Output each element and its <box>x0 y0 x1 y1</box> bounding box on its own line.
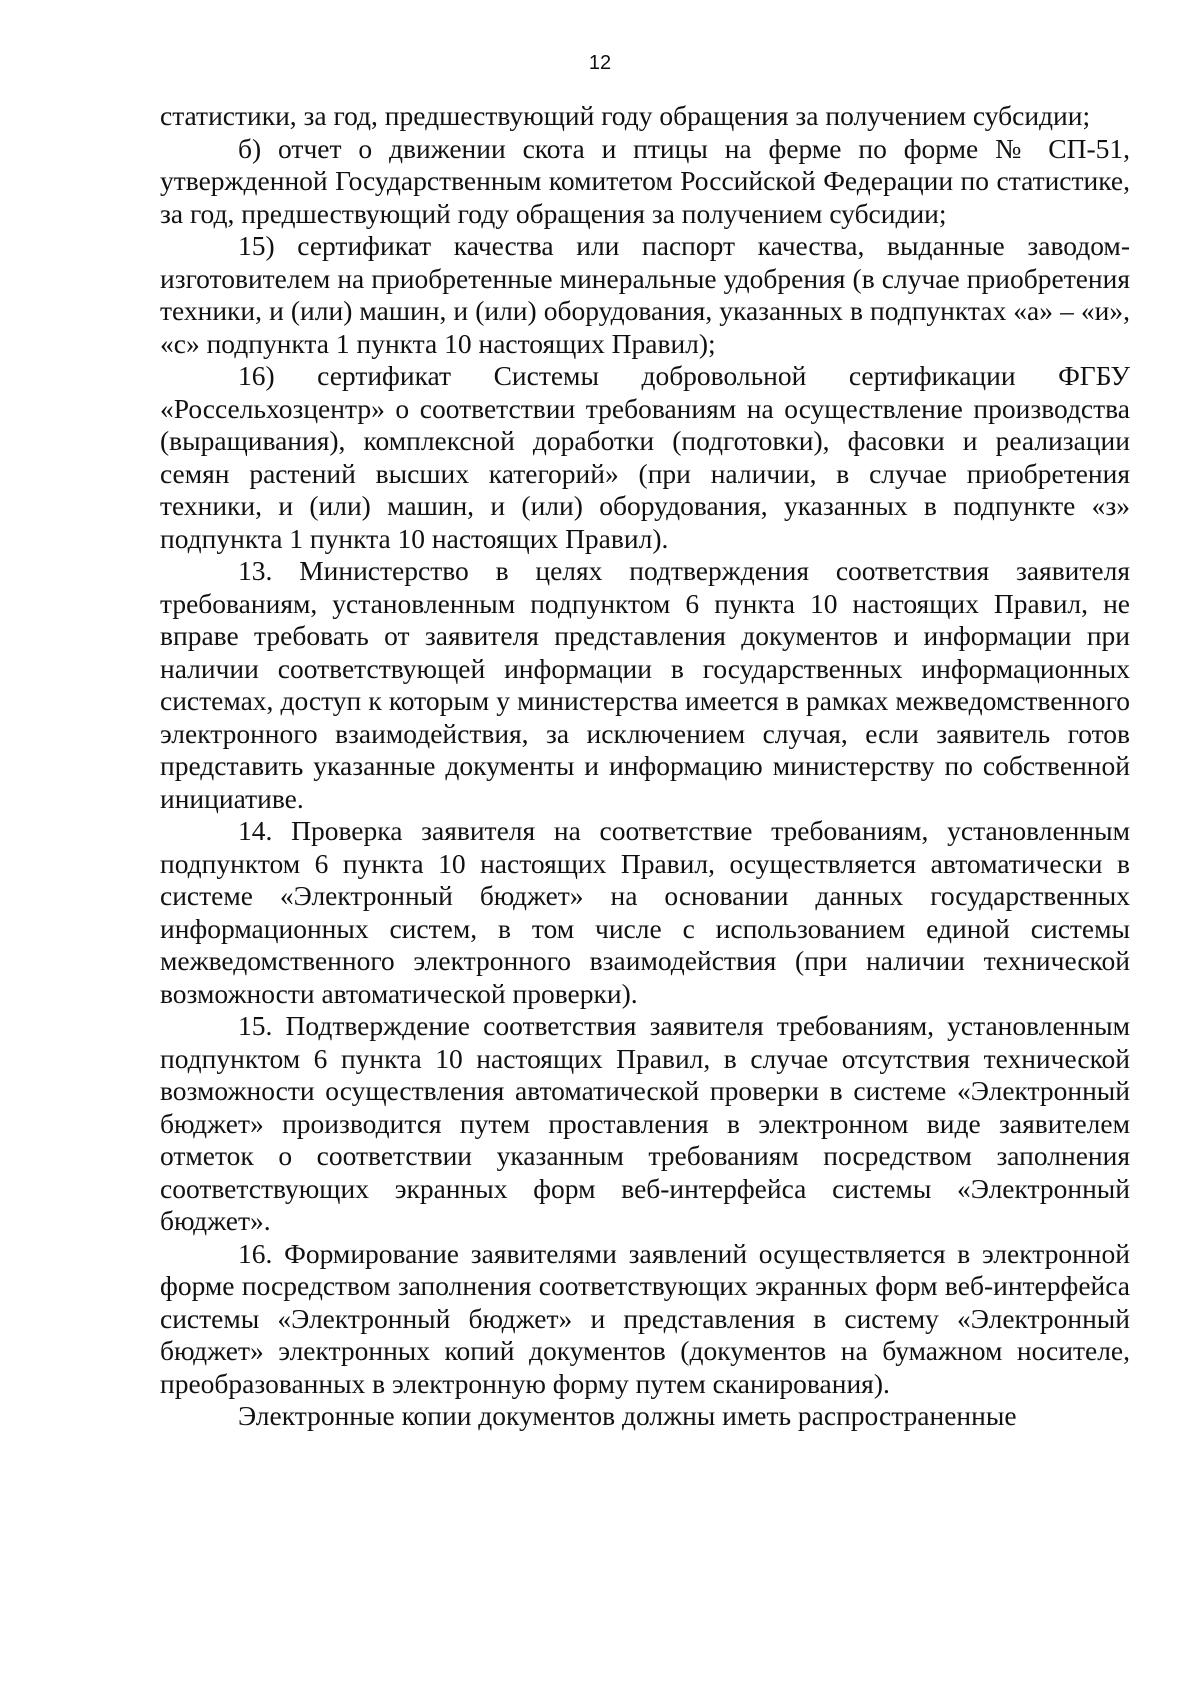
paragraph-item-15-certificate: 15) сертификат качества или паспорт качества, выданные заводом-изготовителем на приобретенные минеральные удобрения (в случае приобретения техники, и (или) машин, и (или) оборудования, указанных в подпунктах «а» – «и», «с» подпункта 1 пункта 10 настоящих Правил); <box>160 230 1130 359</box>
paragraph-clause-16: 16. Формирование заявителями заявлений осуществляется в электронной форме посредством заполнения соответствующих экранных форм веб-интерфейса системы «Электронный бюджет» и представления в систему «Электронный бюджет» электронных копий документов (документов на бумажном носителе, преобразованных в электронную форму путем сканирования). <box>160 1237 1130 1399</box>
paragraph-electronic-copies: Электронные копии документов должны иметь распространенные <box>238 1400 1017 1431</box>
paragraph-item-16-certificate: 16) сертификат Системы добровольной сертификации ФГБУ «Россельхозцентр» о соответствии требованиям на осуществление производства (выращивания), комплексной доработки (подготовки), фасовки и реализации семян растений высших категорий» (при наличии, в случае приобретения техники, и (или) машин, и (или) оборудования, указанных в подпункте «з» подпункта 1 пункта 10 настоящих Правил). <box>160 360 1130 554</box>
paragraph-clause-15: 15. Подтверждение соответствия заявителя требованиям, установленным подпунктом 6 пункта 10 настоящих Правил, в случае отсутствия технической возможности осуществления автоматической проверки в системе «Электронный бюджет» производится путем проставления в электронном виде заявителем отметок о соответствии указанным требованиям посредством заполнения соответствующих экранных форм веб-интерфейса системы «Электронный бюджет». <box>160 1010 1130 1236</box>
paragraph-statistics-continuation: статистики, за год, предшествующий году обращения за получением субсидии; <box>160 100 1091 131</box>
paragraph-item-b-report: б) отчет о движении скота и птицы на ферме по форме № СП-51, утвержденной Государственным комитетом Российской Федерации по статистике, за год, предшествующий году обращения за получением субсидии; <box>160 132 1130 229</box>
paragraph-clause-14: 14. Проверка заявителя на соответствие требованиям, установленным подпунктом 6 пункта 10 настоящих Правил, осуществляется автоматически в системе «Электронный бюджет» на основании данных государственных информационных систем, в том числе с использованием единой системы межведомственного электронного взаимодействия (при наличии технической возможности автоматической проверки). <box>160 815 1130 1009</box>
document-body <box>160 100 1130 1433</box>
page-number: 12 <box>588 52 612 74</box>
paragraph-clause-13: 13. Министерство в целях подтверждения соответствия заявителя требованиям, установленным подпунктом 6 пункта 10 настоящих Правил, не вправе требовать от заявителя представления документов и информации при наличии соответствующей информации в государственных информационных системах, доступ к которым у министерства имеется в рамках межведомственного электронного взаимодействия, за исключением случая, если заявитель готов представить указанные документы и информацию министерству по собственной инициативе. <box>160 555 1130 814</box>
